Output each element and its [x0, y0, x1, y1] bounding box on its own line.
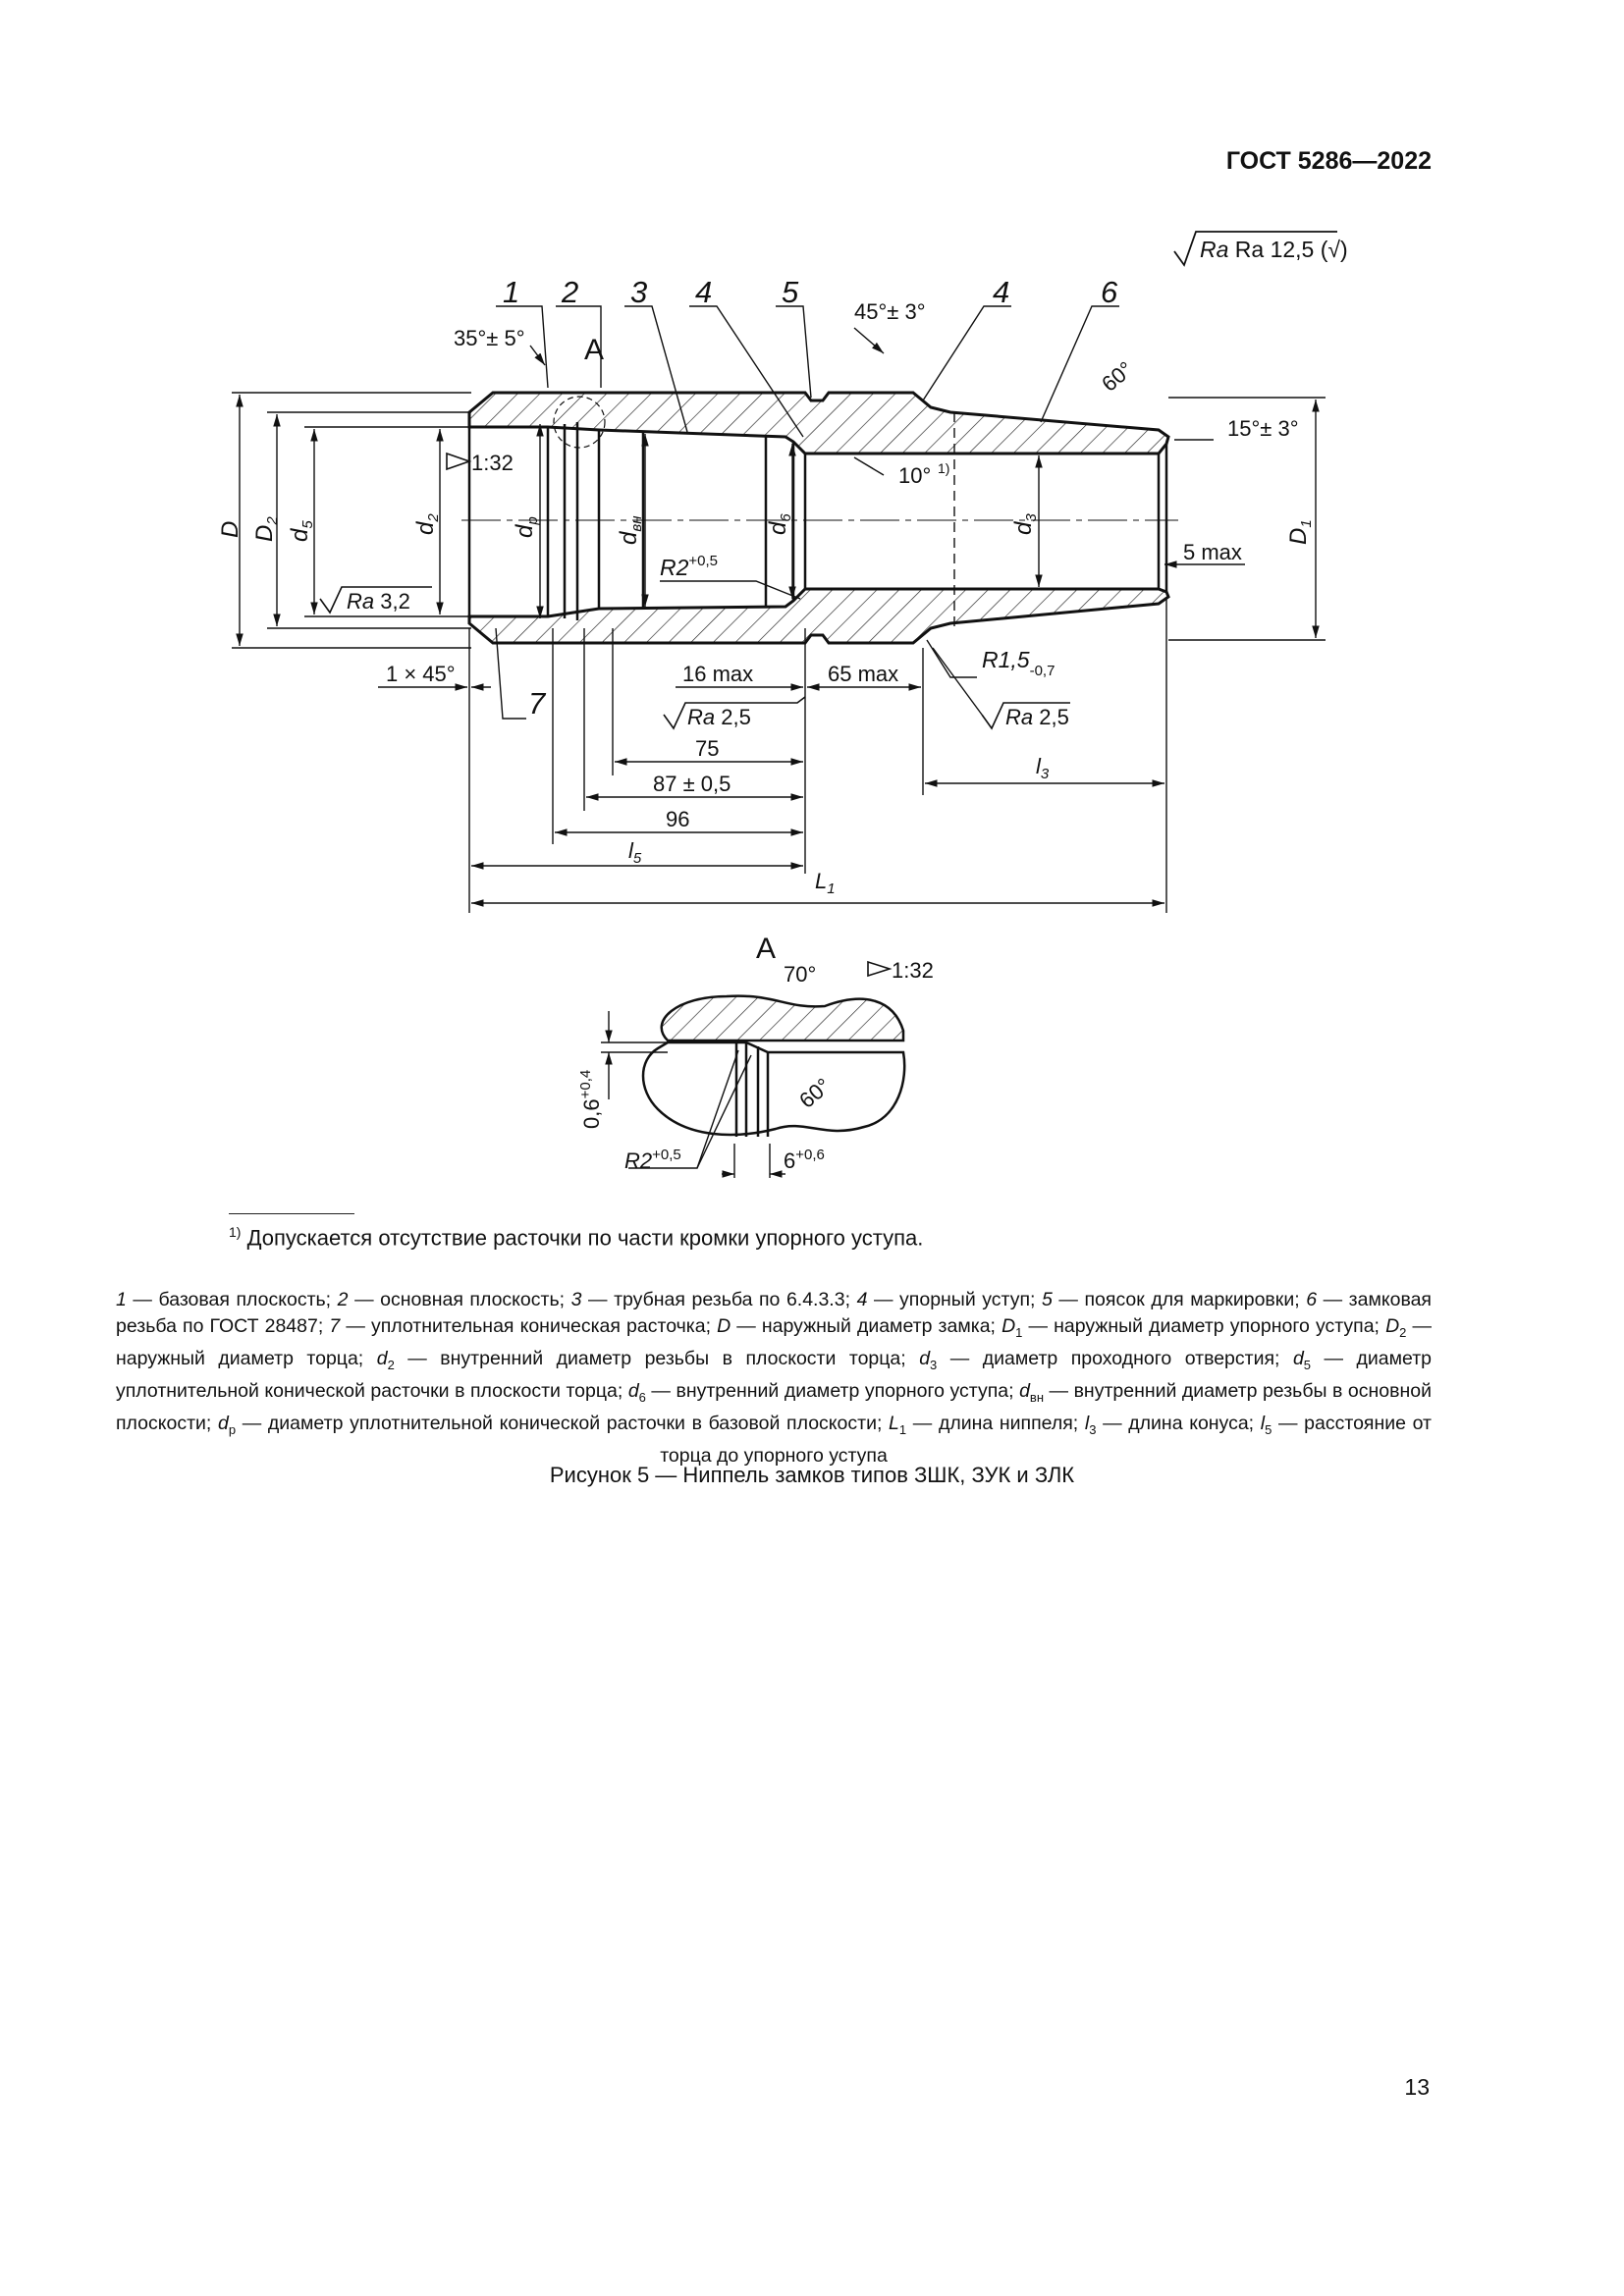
callout-6: 6 — [1101, 275, 1118, 309]
figure-legend: 1 — базовая плоскость; 2 — основная плоскость; 3 — трубная резьба по 6.4.3.3; 4 — упорный уступ; 5 — поясок для маркировки; 6 — замковая резьба по ГОСТ 28487; 7 — уплотнительная коническая расточка; D — наружный диаметр замка; $D_1$ — наружный диаметр упорного уступа; $D_2$ — наружный диаметр торца; $d_2$ — внутренний диаметр резьбы в плоскости торца; $d_3$ — диаметр проходного отверстия; $d_5$ — диаметр уплотнительной конической расточки в плоскости торца; $d_6$ — внутренний диаметр упорного уступа; $d_{вн}$ — внутренний диаметр резьбы в основной плоскости; $d_р$ — диаметр уплотнительной конической расточки в базовой плоскости; $L_1$ — длина ниппеля; $l_3$ — длина конуса; $l_5$ — расстояние от торца до упорного уступа — [116, 1289, 1433, 1467]
detail-a-radius: $R2^{+0,5}$ — [624, 1147, 681, 1173]
callout-4b: 4 — [993, 275, 1010, 309]
callout-7: 7 — [528, 686, 546, 721]
dim-l3: $l_3$ — [1036, 754, 1050, 782]
dim-dvn: $d_{вн}$ — [616, 515, 645, 545]
footnote-text: Допускается отсутствие расточки по части кромки упорного уступа. — [246, 1225, 924, 1251]
svg-text:RaRa 3,2 3,2: Ra 3,2 — [347, 589, 410, 614]
dim-d2: $d_2$ — [412, 513, 442, 535]
radius-thread: $R2^{+0,5}$ — [660, 553, 719, 580]
roughness-seal — [320, 587, 432, 614]
dim-d5: $d_5$ — [287, 520, 316, 542]
bevel-arrow — [530, 346, 545, 365]
callout-5: 5 — [782, 275, 799, 309]
dim-D: D — [217, 520, 244, 538]
detail-a — [577, 933, 934, 1178]
document-header: ГОСТ 5286—2022 — [1225, 147, 1432, 175]
figure-caption: Рисунок 5 — Ниппель замков типов ЗШК, ЗУК и ЗЛК — [549, 1463, 1075, 1487]
dim-75: 75 — [695, 736, 720, 761]
callout-3: 3 — [630, 275, 648, 309]
svg-text:RaRa 2,5 2,5: Ra 2,5 — [687, 705, 751, 729]
callout-1: 1 — [503, 275, 520, 309]
detail-a-title: A — [756, 933, 777, 965]
dim-D2: $D_2$ — [251, 516, 281, 542]
svg-text:Ra Ra 12,5 (√): Ra Ra 12,5 (√) — [1200, 237, 1348, 262]
shoulder-leader — [854, 457, 884, 475]
dim-neck: 65 max — [828, 662, 899, 686]
footnote-rule — [229, 1213, 354, 1214]
groove-arrow — [854, 328, 884, 353]
dim-d3: $d_3$ — [1010, 513, 1040, 535]
dim-relief: 16 max — [682, 662, 754, 686]
detail-a-depth: $0,6^{+0,4}$ — [577, 1069, 604, 1129]
section-bottom — [469, 589, 1168, 643]
shoulder-angle: 10° — [898, 463, 932, 488]
dim-dp: $d_р$ — [512, 516, 541, 538]
groove-angle: 45°± 3° — [854, 299, 926, 324]
detail-a-angle70: 70° — [784, 962, 817, 987]
taper-indicator — [447, 451, 514, 475]
dim-96: 96 — [666, 807, 690, 831]
bevel-angle: 35°± 5° — [454, 326, 525, 350]
detail-a-angle60: 60° — [794, 1073, 836, 1113]
radius-groove: $R1,5_{-0,7}$ — [982, 647, 1056, 679]
dim-end: 5 max — [1183, 540, 1242, 564]
shoulder-note-ref: 1) — [938, 460, 950, 476]
general-roughness-value: Ra 12,5 (√) — [1234, 237, 1348, 262]
footnote — [229, 1224, 923, 1251]
dim-d6: $d_6$ — [765, 513, 794, 535]
callout-4: 4 — [695, 275, 713, 309]
general-roughness-symbol — [1174, 232, 1348, 265]
footnote-mark: 1) — [229, 1224, 242, 1240]
cone-end-angle: 15°± 3° — [1227, 416, 1299, 441]
section-a-label: A — [584, 334, 605, 366]
dim-87: 87 ± 0,5 — [653, 772, 731, 796]
dim-D1: $D_1$ — [1285, 519, 1315, 545]
callout-2: 2 — [562, 275, 579, 309]
thread-angle: 60° — [1097, 356, 1138, 397]
dim-chamfer: 1 × 45° — [386, 662, 456, 686]
detail-a-taper: 1:32 — [892, 958, 934, 983]
roughness-shoulder — [664, 697, 805, 729]
detail-a-width: $6^{+0,6}$ — [784, 1147, 825, 1173]
dim-l5: $l_5$ — [628, 838, 642, 867]
taper-value: 1:32 — [471, 451, 514, 475]
svg-text:RaRa 2,5 2,5: Ra 2,5 — [1005, 705, 1069, 729]
section-top — [469, 393, 1168, 454]
dim-L1: $L_1$ — [815, 869, 836, 897]
page-number: 13 — [1404, 2074, 1430, 2100]
